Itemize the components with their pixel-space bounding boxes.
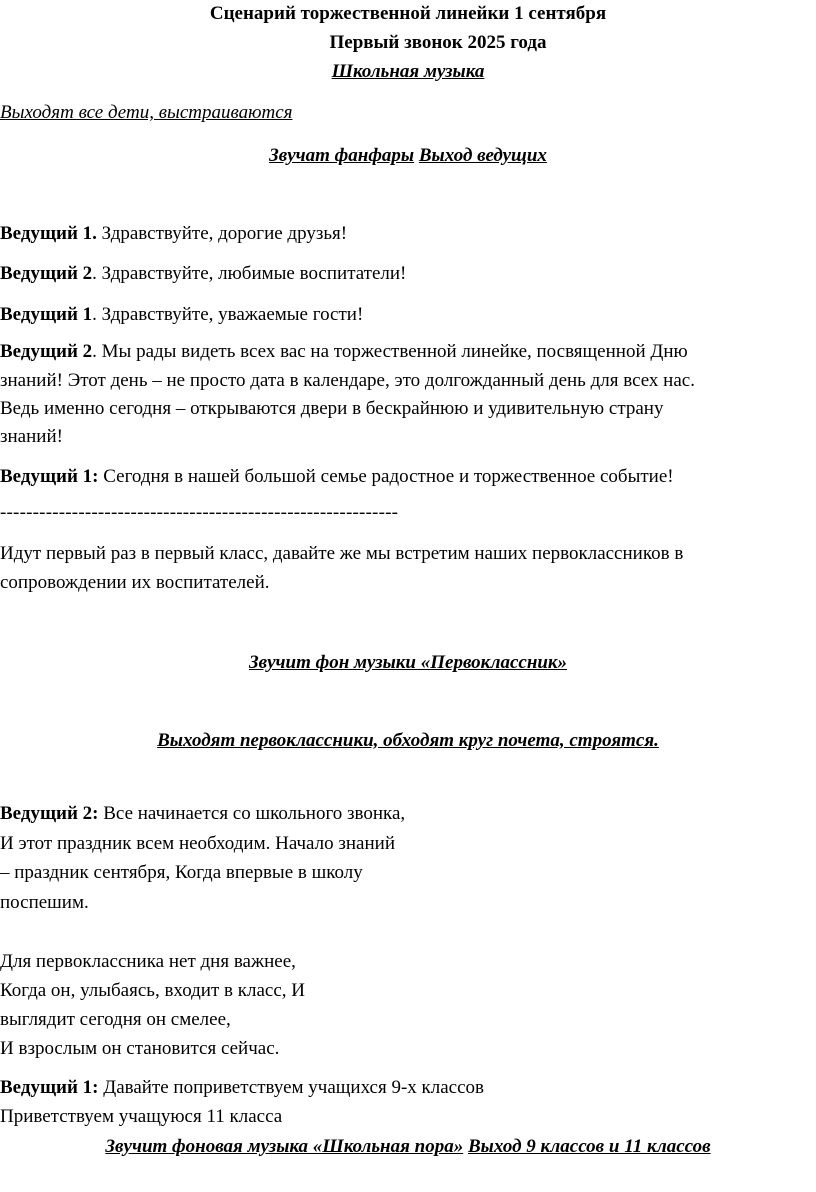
- replica-6-line-1: [0, 804, 405, 823]
- direction-first-graders-exit: Выходят первоклассники, обходят круг почета, строятся.: [157, 730, 659, 751]
- speaker-label: Ведущий 1:: [0, 1077, 99, 1098]
- replica-5: [0, 467, 674, 486]
- direction-school-music-text: Звучит фоновая музыка «Школьная пора»: [105, 1136, 464, 1157]
- direction-school-music: [0, 1137, 816, 1156]
- replica-7-line-2: Приветствуем учащуюся 11 класса: [0, 1106, 283, 1127]
- replica-7-line-1: [0, 1078, 484, 1097]
- poem-line-2: Когда он, улыбаясь, входит в класс, И: [0, 980, 305, 1001]
- poem-line-1: Для первоклассника нет дня важнее,: [0, 951, 296, 972]
- speaker-label: Ведущий 2: [0, 341, 93, 362]
- replica-text: Все начинается со школьного звонка,: [98, 803, 406, 824]
- speaker-label: Ведущий 1:: [0, 466, 99, 487]
- replica-text: Сегодня в нашей большой семье радостное и торжественное событие!: [98, 466, 674, 487]
- replica-2: [0, 264, 406, 283]
- replica-text: Давайте поприветствуем учащихся 9-х классов: [98, 1077, 485, 1098]
- replica-4-line-1: [0, 342, 688, 361]
- replica-6-line-3: – праздник сентября, Когда впервые в школу: [0, 862, 363, 883]
- replica-4-line-4: знаний!: [0, 426, 63, 447]
- replica-3: [0, 305, 363, 324]
- direction-classes-exit: Выход 9 классов и 11 классов: [467, 1136, 711, 1157]
- poem-line-4: И взрослым он становится сейчас.: [0, 1038, 280, 1059]
- direction-hosts-exit: Выход ведущих: [418, 145, 547, 166]
- separator-line: -------------------------------------------------------------: [0, 502, 399, 523]
- replica-6-line-4: поспешим.: [0, 892, 89, 913]
- poem-line-3: выглядит сегодня он смелее,: [0, 1009, 231, 1030]
- speaker-label: Ведущий 1: [0, 304, 93, 325]
- replica-text: . Мы рады видеть всех вас на торжественной линейке, посвященной Дню: [92, 341, 688, 362]
- replica-text: . Здравствуйте, уважаемые гости!: [92, 304, 364, 325]
- direction-fanfare-text: Звучат фанфары: [269, 145, 415, 166]
- speaker-label: Ведущий 1.: [0, 223, 97, 244]
- replica-1: [0, 224, 347, 243]
- replica-6-line-2: И этот праздник всем необходим. Начало знаний: [0, 833, 395, 854]
- title-line-2: Первый звонок 2025 года: [329, 32, 547, 53]
- title-line-1: Сценарий торжественной линейки 1 сентября: [209, 3, 607, 24]
- speaker-label: Ведущий 2:: [0, 803, 99, 824]
- direction-music-first-grader: Звучит фон музыки «Первоклассник»: [248, 652, 568, 673]
- direction-fanfare: [0, 146, 816, 165]
- replica-text: Здравствуйте, дорогие друзья!: [96, 223, 348, 244]
- direction-kids-line-up: Выходят все дети, выстраиваются: [0, 102, 293, 123]
- paragraph-first-graders-line-2: сопровождении их воспитателей.: [0, 572, 270, 593]
- replica-text: . Здравствуйте, любимые воспитатели!: [92, 263, 407, 284]
- speaker-label: Ведущий 2: [0, 263, 93, 284]
- paragraph-first-graders-line-1: Идут первый раз в первый класс, давайте же мы встретим наших первоклассников в: [0, 543, 684, 564]
- replica-4-line-2: знаний! Этот день – не просто дата в календаре, это долгожданный день для всех нас.: [0, 370, 695, 391]
- music-direction: Школьная музыка: [331, 61, 485, 82]
- replica-4-line-3: Ведь именно сегодня – открываются двери в бескрайнюю и удивительную страну: [0, 398, 664, 419]
